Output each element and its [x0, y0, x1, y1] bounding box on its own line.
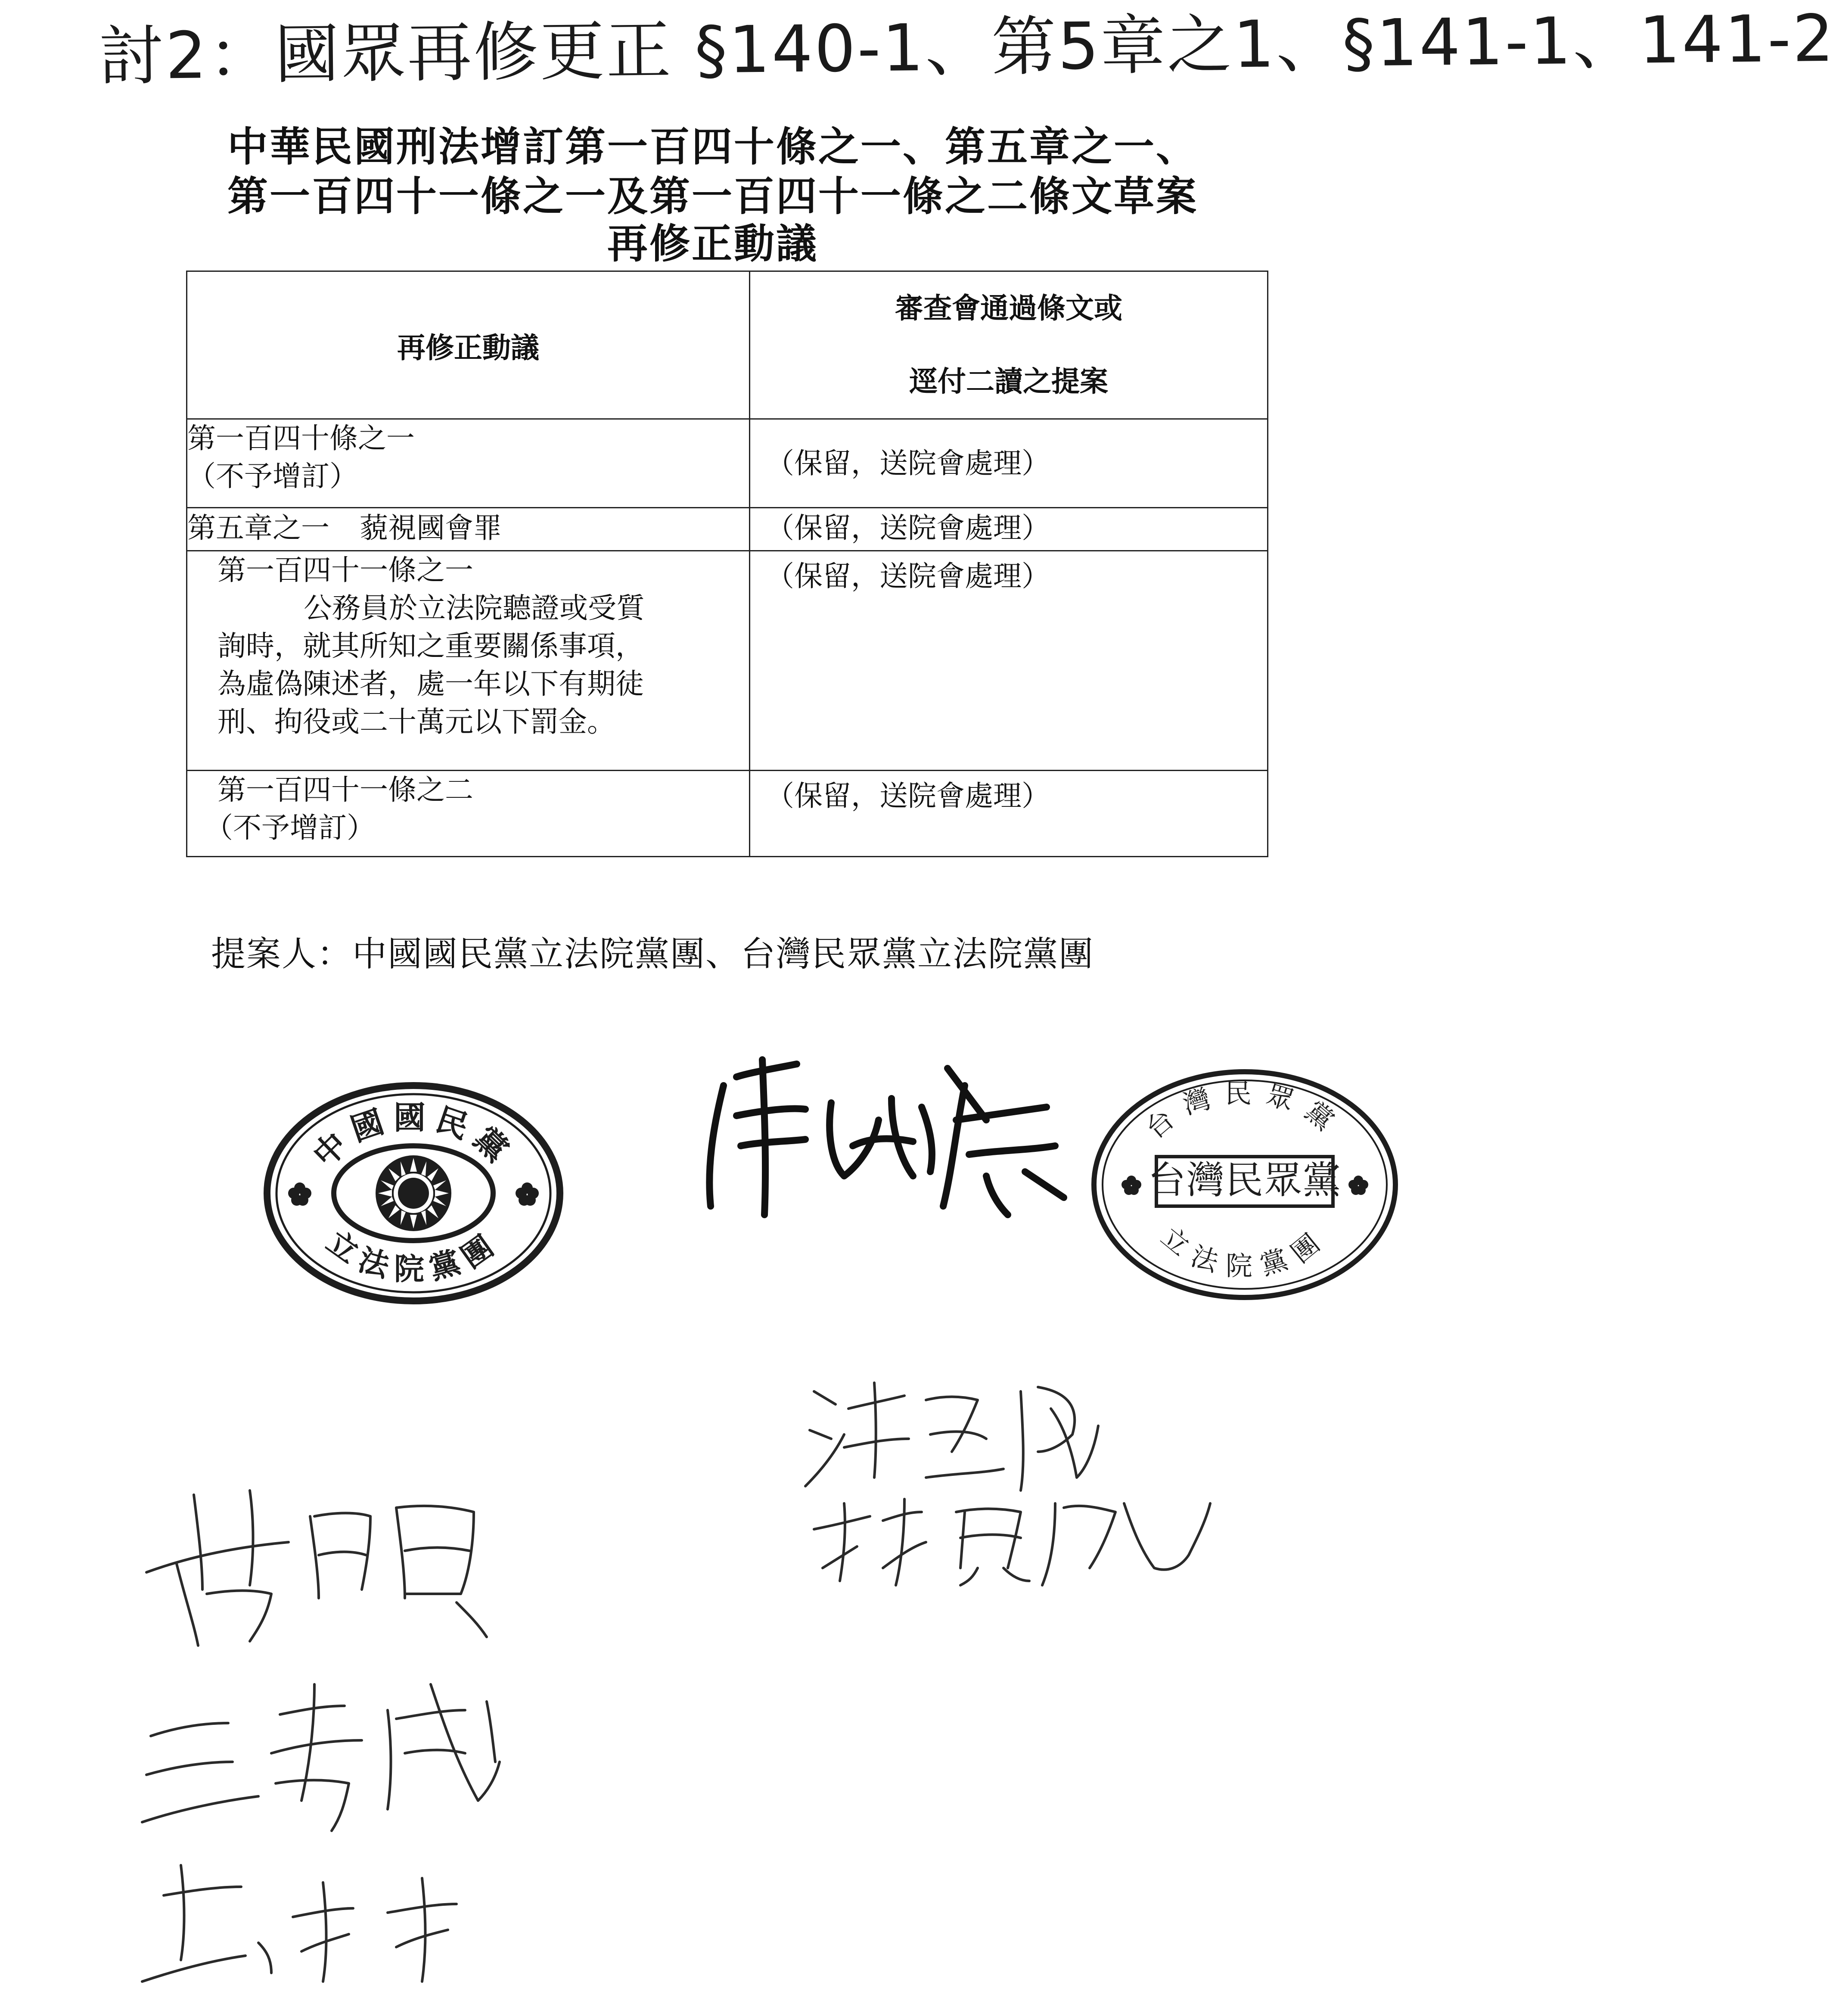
row-3-status: （保留，送院會處理） [766, 560, 1050, 593]
document-title-line-2: 第一百四十一條之一及第一百四十一條之二條文草案 [227, 173, 1198, 220]
row-2-status: （保留，送院會處理） [766, 511, 1050, 544]
row-1-status: （保留，送院會處理） [766, 446, 1050, 480]
chapter-title: 藐視國會罪 [360, 511, 502, 544]
row-4-right [750, 771, 1268, 857]
header-committee-text [750, 271, 1268, 419]
signatures-right-group [797, 1366, 1249, 1590]
plum-blossom-right-icon [1348, 1176, 1368, 1195]
tpp-seal-bottom-text: 立法院黨團 [1155, 1220, 1334, 1282]
tpp-seal-center-text: 台灣民眾黨 [1147, 1158, 1342, 1202]
article-label: 第一百四十條之一 [187, 422, 415, 455]
svg-text:立法院黨團 [1155, 1221, 1334, 1282]
plum-blossom-left-icon [1121, 1176, 1141, 1195]
row-1-right [750, 419, 1268, 508]
header-left-label: 再修正動議 [397, 331, 539, 364]
row-2-left [187, 508, 750, 551]
table-row [187, 508, 1268, 551]
article-label: 第一百四十一條之二 [217, 773, 473, 806]
proposer-line: 提案人：中國國民黨立法院黨團、台灣民眾黨立法院黨團 [211, 934, 1094, 974]
article-body-line-1: 公務員於立法院聽證或受質 [304, 591, 645, 625]
document-title-line-1: 中華民國刑法增訂第一百四十條之一、第五章之一、 [227, 124, 1198, 171]
plum-blossom-left-icon [288, 1182, 311, 1206]
article-body-line-2: 詢時，就其所知之重要關係事項， [217, 629, 644, 663]
sun-emblem-icon [376, 1155, 451, 1231]
kmt-caucus-seal [258, 1077, 569, 1310]
kmt-seal-top-text: 中國國民黨 [306, 1099, 521, 1175]
table-row [187, 551, 1268, 771]
table-row [187, 771, 1268, 857]
table-header-row [187, 271, 1268, 419]
row-3-left [187, 551, 750, 771]
signature-fu [689, 1034, 1077, 1223]
header-right-label-line-1: 審查會通過條文或 [895, 292, 1122, 325]
row-2-right [750, 508, 1268, 551]
plum-blossom-right-icon [516, 1182, 539, 1206]
article-note: （不予增訂） [187, 460, 358, 493]
chapter-label: 第五章之一 [187, 511, 329, 544]
tpp-seal-top-text: 台灣民眾黨 [1139, 1078, 1350, 1145]
motion-table [186, 271, 1268, 857]
kmt-seal-bottom-text: 立法院黨團 [320, 1223, 507, 1287]
svg-text:立法院黨團 [320, 1223, 506, 1287]
tpp-caucus-seal [1085, 1064, 1404, 1305]
row-4-status: （保留，送院會處理） [766, 779, 1050, 812]
signatures-left-group [129, 1443, 689, 2003]
row-1-left [187, 419, 750, 508]
article-label: 第一百四十一條之一 [217, 554, 473, 587]
article-note: （不予增訂） [205, 811, 375, 844]
table-row [187, 419, 1268, 508]
handwritten-annotation: 討2：國眾再修更正 §140-1、第5章之1、§141-1、141-2 [99, 1, 1836, 94]
article-body-line-4: 刑、拘役或二十萬元以下罰金。 [217, 705, 615, 738]
article-body-line-3: 為虛偽陳述者，處一年以下有期徒 [217, 667, 644, 700]
header-right-label-line-2: 逕付二讀之提案 [909, 365, 1108, 398]
row-3-right [750, 551, 1268, 771]
row-4-left [187, 771, 750, 857]
header-amendment-motion [187, 271, 750, 419]
document-title-line-3: 再修正動議 [607, 221, 818, 268]
